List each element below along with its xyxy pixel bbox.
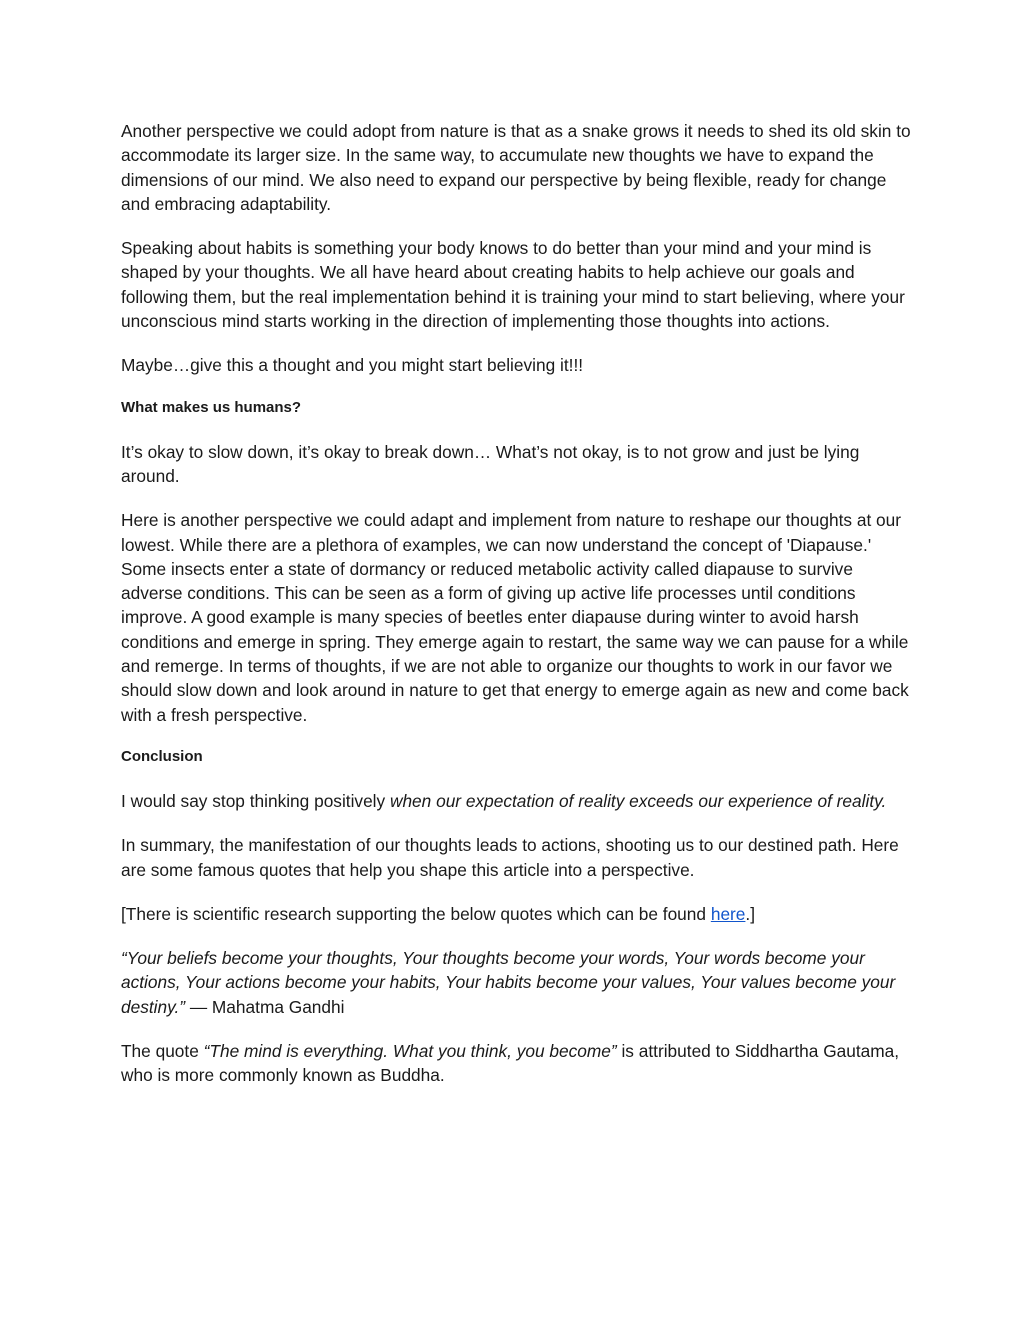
- here-link[interactable]: here: [710, 903, 746, 924]
- paragraph-maybe: Maybe…give this a thought and you might start believing it!!!: [121, 355, 584, 376]
- paragraph-buddha-quote: [121, 1039, 911, 1088]
- stop-thinking-italic: when our expectation of reality exceeds our experience of reality.: [389, 790, 887, 811]
- paragraph-snake-perspective: Another perspective we could adopt from nature is that as a snake grows it needs to shed its old skin to accommodate its larger size. In the same way, to accumulate new thoughts we have to expand the dimensions of our mind. We also need to expand our perspective by being flexible, ready for change and embracing adaptability.: [121, 121, 911, 214]
- stop-thinking-text: I would say stop thinking positively: [121, 790, 390, 811]
- gandhi-quote-text: “Your beliefs become your thoughts, Your thoughts become your words, Your words become your actions, Your actions become your habits, Your habits become your values, Your values become your destiny.”: [121, 948, 896, 1017]
- gandhi-quote-author: — Mahatma Gandhi: [185, 996, 345, 1017]
- document-page: [121, 119, 911, 1108]
- heading-what-makes-us-humans: What makes us humans?: [121, 398, 302, 416]
- paragraph-slow-down: It’s okay to slow down, it’s okay to break down… What’s not okay, is to not grow and just be lying around.: [121, 441, 860, 486]
- paragraph-gandhi-quote: [121, 946, 911, 1019]
- paragraph-research-note: [121, 902, 911, 926]
- buddha-quote-end: is attributed to Siddhartha Gautama, who is more commonly known as Buddha.: [121, 1041, 900, 1086]
- buddha-quote-start: The quote: [121, 1041, 204, 1062]
- research-note-end: .]: [745, 903, 756, 924]
- paragraph-summary: In summary, the manifestation of our thoughts leads to actions, shooting us to our destined path. Here are some famous quotes that help you shape this article into a perspective.: [121, 835, 899, 880]
- research-note-text: [There is scientific research supporting the below quotes which can be found: [121, 903, 711, 924]
- buddha-quote-italic: “The mind is everything. What you think, you become”: [203, 1041, 617, 1062]
- paragraph-stop-thinking: [121, 789, 911, 813]
- heading-conclusion: Conclusion: [121, 747, 203, 765]
- paragraph-habits: Speaking about habits is something your body knows to do better than your mind and your mind is shaped by your thoughts. We all have heard about creating habits to help achieve our goals and following them, but the real implementation behind it is training your mind to start believing, where your unconscious mind starts working in the direction of implementing those thoughts into actions.: [121, 238, 905, 332]
- paragraph-diapause: Here is another perspective we could adapt and implement from nature to reshape our thoughts at our lowest. While there are a plethora of examples, we can now understand the concept of 'Diapause.' Some insects enter a state of dormancy or reduced metabolic activity called diapause to survive adverse conditions. This can be seen as a form of giving up active life processes until conditions improve. A good example is many species of beetles enter diapause during winter to avoid harsh conditions and emerge in spring. They emerge again to restart, the same way we can pause for a while and remerge. In terms of thoughts, if we are not able to organize our thoughts to work in our favor we should slow down and look around in nature to get that energy to emerge again as new and come back with a fresh perspective.: [121, 510, 909, 725]
